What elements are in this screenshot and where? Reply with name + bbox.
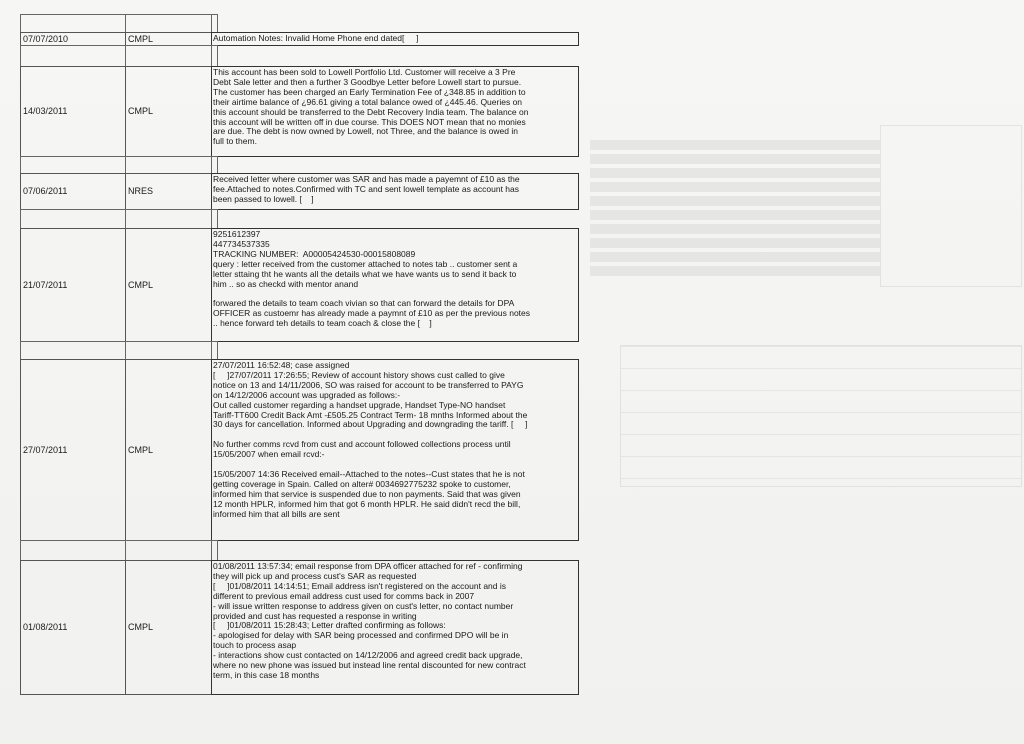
note-line: 15/05/2007 when email rcvd:-	[213, 449, 325, 460]
note-line: .. hence forward teh details to team coach & close the [ ]	[213, 318, 432, 329]
note-line: this account should be transferred to the Debt Recovery India team. The balance on	[213, 106, 529, 117]
note-line: 447734537335	[213, 238, 270, 249]
note-line: 12 month HPLR, informed him that got 6 month HPLR. He said didn't recd the bill,	[213, 498, 521, 509]
spacer-code-cell	[125, 45, 212, 67]
note-line: Tariff-TT600 Credit Back Amt -£505.25 Contract Term- 18 mnths Informed about the	[213, 409, 528, 420]
note-line: are due. The debt is now owned by Lowell, not Three, and the balance is owed in	[213, 126, 518, 137]
spacer-date-cell	[20, 45, 126, 67]
spacer-code-cell	[125, 209, 212, 229]
show-through-table	[880, 125, 1022, 287]
note-line: [ ]27/07/2011 17:26:55; Review of account history shows cust called to give	[213, 369, 505, 380]
record-date: 07/06/2011	[20, 173, 126, 210]
spacer-date-cell	[20, 14, 126, 33]
note-line: Out called customer regarding a handset upgrade, Handset Type-NO handset	[213, 399, 506, 410]
spacer-notes-cell	[211, 209, 218, 229]
spacer-code-cell	[125, 540, 212, 561]
note-line: 15/05/2007 14:36 Received email--Attached to the notes--Cust states that he is not	[213, 468, 525, 479]
note-line: touch to process asap	[213, 640, 297, 651]
spacer-notes-cell	[211, 341, 218, 360]
note-line: Received letter where customer was SAR and has made a payemnt of £10 as the	[213, 174, 520, 184]
record-date: 27/07/2011	[20, 359, 126, 541]
record-notes	[211, 32, 579, 46]
note-line: 27/07/2011 16:52:48; case assigned	[213, 360, 350, 370]
note-line: 01/08/2011 13:57:34; email response from DPA officer attached for ref - confirming	[213, 561, 523, 571]
note-line: Automation Notes: Invalid Home Phone end dated[ ]	[213, 33, 419, 43]
note-line: informed him that all bills are sent	[213, 508, 340, 519]
spacer-notes-cell	[211, 14, 218, 33]
spacer-code-cell	[125, 156, 212, 174]
note-line: Debt Sale letter and then a further 3 Goodbye Letter before Lowell start to pursue.	[213, 76, 522, 87]
note-line: fee.Attached to notes.Confirmed with TC and sent lowell template as account has	[213, 183, 520, 194]
note-line: him .. so as checkd with mentor anand	[213, 278, 359, 289]
note-line: getting coverage in Spain. Called on alter# 0034692775232 spoke to customer,	[213, 478, 511, 489]
record-date: 07/07/2010	[20, 32, 126, 46]
note-line: - will issue written response to address given on cust's letter, no contact number	[213, 600, 514, 611]
note-line: they will pick up and process cust's SAR as requested	[213, 570, 417, 581]
spacer-notes-cell	[211, 156, 218, 174]
record-notes	[211, 560, 579, 695]
record-code: CMPL	[125, 560, 212, 695]
show-through-block	[620, 345, 1022, 487]
spacer-date-cell	[20, 209, 126, 229]
note-line: The customer has been charged an Early Termination Fee of ¿348.85 in addition to	[213, 86, 526, 97]
note-line: forwared the details to team coach vivian so that can forward the details for DPA	[213, 298, 515, 309]
record-notes	[211, 66, 579, 157]
record-notes	[211, 228, 579, 342]
note-line: - apologised for delay with SAR being processed and confirmed DPO will be in	[213, 630, 509, 641]
spacer-date-cell	[20, 156, 126, 174]
note-line: full to them.	[213, 136, 257, 147]
spacer-code-cell	[125, 14, 212, 33]
record-date: 14/03/2011	[20, 66, 126, 157]
record-notes	[211, 359, 579, 541]
note-line: on 14/12/2006 account was upgraded as follows:-	[213, 389, 401, 400]
record-code: CMPL	[125, 66, 212, 157]
spacer-date-cell	[20, 341, 126, 360]
note-line: query : letter received from the customer attached to notes tab .. customer sent a	[213, 258, 518, 269]
note-line: provided and cust has requested a response in writing	[213, 610, 417, 621]
note-line: No further comms rcvd from cust and account followed collections process until	[213, 439, 511, 450]
note-line: term, in this case 18 months	[213, 669, 320, 680]
record-date: 01/08/2011	[20, 560, 126, 695]
spacer-notes-cell	[211, 540, 218, 561]
note-line: this account will be written off in due course. This DOES NOT mean that no monies	[213, 116, 526, 127]
spacer-code-cell	[125, 341, 212, 360]
spacer-date-cell	[20, 540, 126, 561]
note-line: 30 days for cancellation. Informed about Upgrading and downgrading the tariff. [ ]	[213, 419, 528, 430]
note-line: [ ]01/08/2011 14:14:51; Email address isn't registered on the account and is	[213, 580, 507, 591]
note-line: different to previous email address cust used for comms back in 2007	[213, 590, 475, 601]
note-line: been passed to lowell. [ ]	[213, 193, 314, 204]
note-line: where no new phone was issued but instead line rental discounted for new contract	[213, 660, 526, 671]
note-line: OFFICER as custoemr has already made a paymnt of £10 as per the previous notes	[213, 308, 531, 319]
note-line: letter sttaing tht he wants all the details what we have wants us to send it back to	[213, 268, 517, 279]
record-notes	[211, 173, 579, 210]
note-line: [ ]01/08/2011 15:28:43; Letter drafted confirming as follows:	[213, 620, 446, 631]
note-line: TRACKING NUMBER: A00005424530-00015808089	[213, 248, 416, 259]
note-line: notice on 13 and 14/11/2006, SO was raised for account to be transferred to PAYG	[213, 379, 524, 390]
note-line: - interactions show cust contacted on 14/12/2006 and agreed credit back upgrade,	[213, 650, 523, 661]
record-code: CMPL	[125, 228, 212, 342]
record-code: CMPL	[125, 32, 212, 46]
spacer-notes-cell	[211, 45, 218, 67]
note-line: their airtime balance of ¿96.61 giving a total balance owed of ¿445.46. Queries on	[213, 96, 523, 107]
note-line: This account has been sold to Lowell Portfolio Ltd. Customer will receive a 3 Pre	[213, 67, 516, 77]
show-through-rows	[590, 140, 880, 280]
note-line: 9251612397	[213, 229, 261, 239]
record-date: 21/07/2011	[20, 228, 126, 342]
note-line: informed him that service is suspended due to non payments. Said that was given	[213, 488, 521, 499]
record-code: CMPL	[125, 359, 212, 541]
record-code: NRES	[125, 173, 212, 210]
